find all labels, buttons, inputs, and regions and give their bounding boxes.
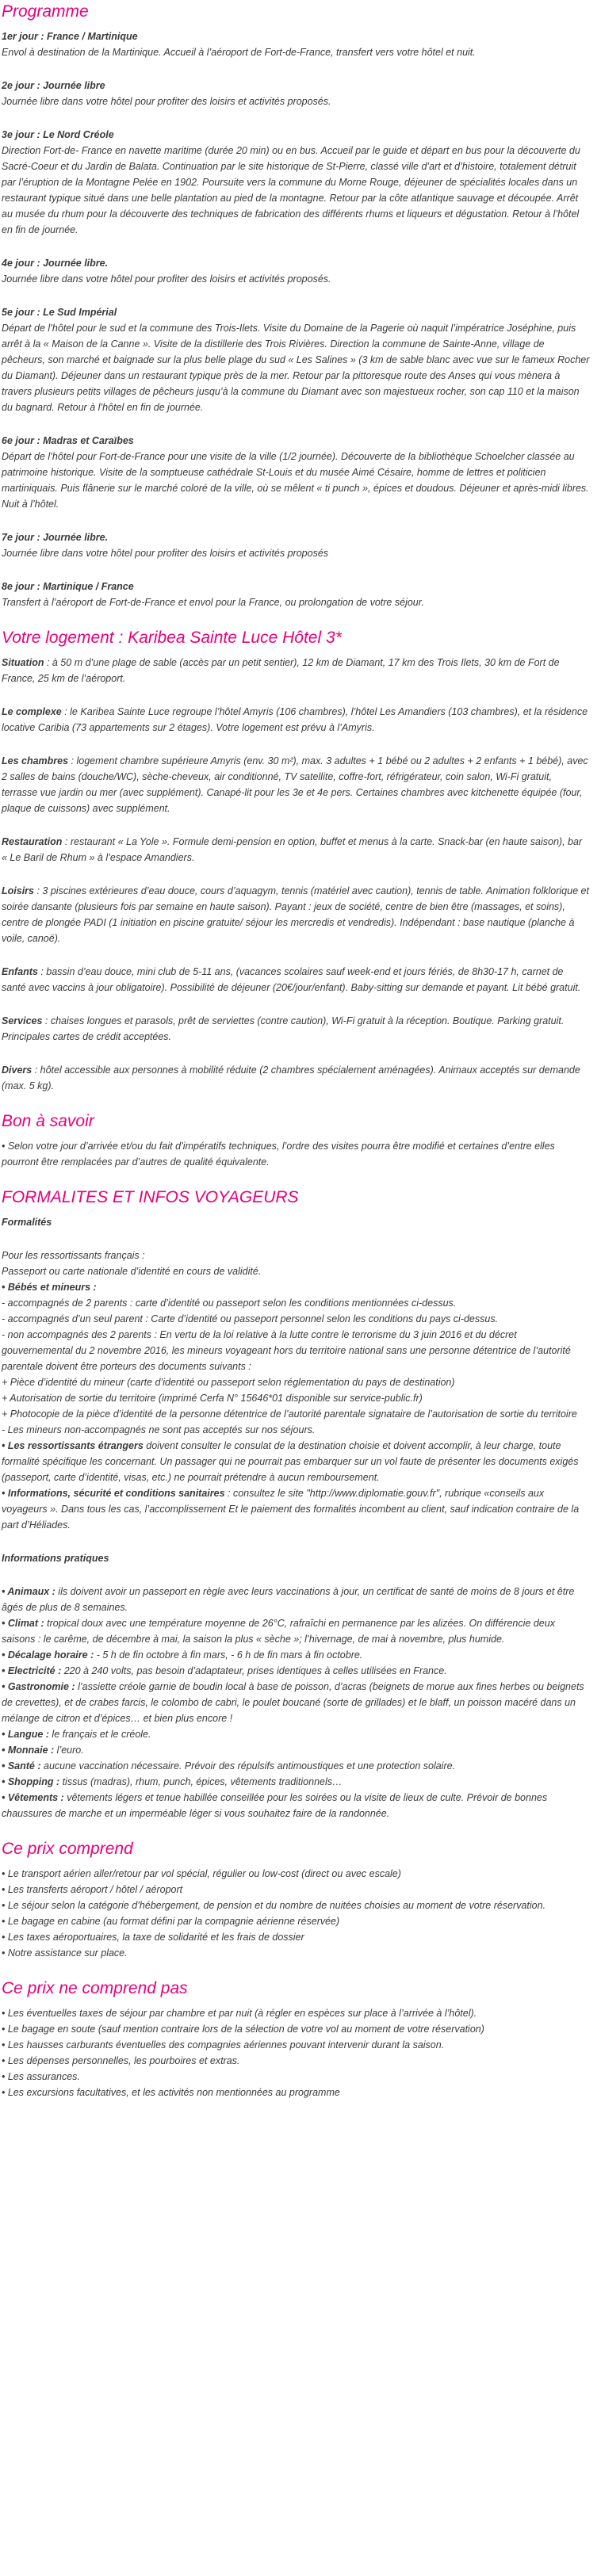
formalites-line-text: + Photocopie de la pièce d’identité de la personne détentrice de l’autorité parentale signataire de l’autorisation de sortie du territoire (2, 1408, 577, 1420)
logement-item-text: : à 50 m d’une plage de sable (accès par un petit sentier), 12 km de Diamant, 17 km des Trois Ilets, 30 km de Fort de France, 25 km de l’aéroport. (2, 657, 560, 684)
logement-item-label: Le complexe (2, 706, 62, 717)
ne-comprend-title: Ce prix ne comprend pas (2, 1979, 188, 1997)
info-line (2, 1774, 590, 1790)
logement-item (2, 1062, 590, 1094)
savoir-text: • Selon votre jour d’arrivée et/ou du fait d’impératifs techniques, l’ordre des visites pourra être modifié et certaines d’entre elles pourront être remplacées par d’autres de qualité équivalente. (2, 1141, 555, 1168)
formalites-line (2, 1311, 590, 1327)
info-line (2, 1615, 590, 1647)
formalites-line-text: - non accompagnés des 2 parents : En vertu de la loi relative à la lutte contre le terrorisme du 3 juin 2016 et du décret gouvernemental du 2 novembre 2016, les mineurs voyageant hors du territoire national sans une personne détentrice de l’autorité parentale doivent être porteurs des documents suivants : (2, 1329, 571, 1372)
infos-pratiques-title: Informations pratiques (2, 1553, 109, 1564)
day-text: Transfert à l’aéroport de Fort-de-France et envol pour la France, ou prolongation de votre séjour. (2, 597, 424, 608)
info-line-label: • Climat : (2, 1618, 44, 1629)
programme-day (2, 127, 590, 238)
ne-comprend-item: • Le bagage en soute (sauf mention contraire lors de la sélection de votre vol au moment de votre réservation) (2, 2024, 484, 2035)
ne-comprend-section (2, 1978, 590, 2100)
formalites-line-text: Passeport ou carte nationale d’identité en cours de validité. (2, 1266, 262, 1277)
logement-item-text: : bassin d’eau douce, mini club de 5-11 ans, (vacances scolaires sauf week-end et jours fériés, de 8h30-17 h, carnet de santé avec vaccins à jour obligatoire). Possibilité de déjeuner (20€/jour/enfant). Baby-sitting sur demande et payant. Lit bébé gratuit. (2, 966, 581, 993)
info-line-label: • Décalage horaire : (2, 1649, 94, 1661)
page (0, 2, 601, 2129)
programme-day (2, 433, 590, 512)
logement-item (2, 964, 590, 996)
formalites-line (2, 1248, 590, 1263)
formalites-line-text: : consultez le site "http://www.diplomatie.gouv.fr", rubrique «conseils aux voyageurs ». Dans tous les cas, l’accomplissement Et le paiement des formalités incombent au client, sauf indication contraire de la part d’Héliades. (2, 1488, 580, 1531)
logement-item (2, 1013, 590, 1045)
formalites-subtitle: Formalités (2, 1217, 52, 1228)
day-text: Direction Fort-de- France en navette maritime (durée 20 min) ou en bus. Accueil par le guide et départ en bus pour la découverte du Sacré-Coeur et du Jardin de Balata. Continuation par le site historique de St-Pierre, classé ville d’art et d’histoire, totalement détruit par l’éruption de la Montagne Pelée en 1902. Poursuite vers la commune du Morne Rouge, déjeuner de spécialités locales dans un restaurant typique situé dans une belle plantation au pied de la montagne. Retour par la côte atlantique sauvage et découpée. Arrêt au musée du rhum pour la découverte des techniques de fabrication des différents rhums et liqueurs et dégustation. Retour à l’hôtel en fin de journée. (2, 145, 580, 235)
logement-item-label: Situation (2, 657, 44, 668)
comprend-list (2, 1866, 590, 1961)
ne-comprend-item: • Les hausses carburants éventuelles des compagnies aériennes pouvant intervenir durant la saison. (2, 2039, 445, 2050)
info-line-label: • Electricité : (2, 1665, 62, 1676)
logement-item (2, 753, 590, 816)
formalites-line-text: Pour les ressortissants français : (2, 1250, 145, 1261)
formalites-line (2, 1438, 590, 1485)
formalites-line (2, 1374, 590, 1390)
day-text: Journée libre dans votre hôtel pour profiter des loisirs et activités proposés. (2, 273, 331, 285)
ne-comprend-item: • Les dépenses personnelles, les pourboires et extras. (2, 2055, 240, 2066)
info-line-label: • Vêtements : (2, 1792, 64, 1803)
formalites-line-text: doivent consulter le consulat de la destination choisie et doivent accomplir, à leur charge, toute formalité spécifique les concernant. Un passager qui ne pourrait pas embarquer sur un vol faute de présenter les documents exigés (passeport, carte d’identité, visas, etc.) ne pourrait prétendre à aucun remboursement. (2, 1440, 579, 1483)
logement-item-label: Restauration (2, 836, 63, 847)
info-line (2, 1647, 590, 1663)
comprend-item: • Les taxes aéroportuaires, la taxe de solidarité et les frais de dossier (2, 1932, 304, 1943)
info-line-text: tropical doux avec une température moyenne de 26°C, rafraîchi en permanence par les alizées. On différencie deux saisons : le carême, de décembre à mai, la saison la plus « sèche »; l’hivernage, de mai à novembre, plus humide. (2, 1618, 555, 1645)
info-line-text: tissus (madras), rhum, punch, épices, vêtements traditionnels… (59, 1776, 343, 1787)
info-line-text: le français et le créole. (48, 1729, 151, 1740)
programme-day (2, 29, 590, 60)
formalites-line (2, 1295, 590, 1311)
programme-days (2, 29, 590, 610)
formalites-line (2, 1422, 590, 1438)
info-line (2, 1679, 590, 1726)
day-text: Envol à destination de la Martinique. Accueil à l’aéroport de Fort-de-France, transfert vers votre hôtel et nuit. (2, 47, 476, 58)
comprend-title: Ce prix comprend (2, 1840, 133, 1858)
formalites-line (2, 1485, 590, 1533)
formalites-line-text: - Les mineurs non-accompagnés ne sont pas acceptés sur nos séjours. (2, 1424, 316, 1435)
comprend-section (2, 1839, 590, 1961)
logement-section (2, 628, 590, 1094)
day-title: 6e jour : Madras et Caraïbes (2, 435, 134, 446)
programme-day (2, 78, 590, 109)
info-line-text: aucune vaccination nécessaire. Prévoir des répulsifs antimoustiques et une protection solaire. (40, 1760, 456, 1771)
formalites-section (2, 1187, 590, 1821)
info-line (2, 1726, 590, 1742)
logement-item (2, 704, 590, 736)
day-title: 1er jour : France / Martinique (2, 31, 138, 42)
formalites-line-text: + Pièce d’identité du mineur (carte d’identité ou passeport selon réglementation du pays de destination) (2, 1377, 455, 1388)
day-text: Journée libre dans votre hôtel pour profiter des loisirs et activités proposés. (2, 96, 331, 107)
formalites-line-text: - accompagnés d’un seul parent : Carte d’identité ou passeport personnel selon les conditions du pays ci-dessus. (2, 1313, 499, 1324)
formalites-line-text: + Autorisation de sortie du territoire (imprimé Cerfa N° 15646*01 disponible sur service-public.fr) (2, 1393, 423, 1404)
day-title: 2e jour : Journée libre (2, 80, 105, 91)
info-line-text: - 5 h de fin octobre à fin mars, - 6 h de fin mars à fin octobre. (94, 1649, 363, 1661)
info-line (2, 1790, 590, 1821)
formalites-line (2, 1406, 590, 1422)
logement-item-label: Services (2, 1015, 43, 1026)
day-title: 3e jour : Le Nord Créole (2, 129, 114, 140)
programme-title: Programme (2, 2, 89, 21)
ne-comprend-item: • Les éventuelles taxes de séjour par chambre et par nuit (à régler en espèces sur place à l’arrivée à l’hôtel). (2, 2008, 477, 2019)
logement-item-text: : restaurant « La Yole ». Formule demi-pension en option, buffet et menus à la carte. Snack-bar (en haute saison), bar « Le Baril de Rhum » à l’espace Amandiers. (2, 836, 583, 863)
logement-title: Votre logement : Karibea Sainte Luce Hôtel 3* (2, 629, 342, 647)
logement-item (2, 834, 590, 866)
logement-items (2, 655, 590, 1094)
savoir-title: Bon à savoir (2, 1112, 94, 1130)
info-line (2, 1742, 590, 1758)
info-line (2, 1663, 590, 1679)
logement-item-label: Divers (2, 1064, 33, 1076)
comprend-item: • Le transport aérien aller/retour par vol spécial, régulier ou low-cost (direct ou avec escale) (2, 1868, 401, 1879)
formalites-line (2, 1327, 590, 1374)
ne-comprend-item: • Les assurances. (2, 2071, 80, 2082)
info-line-text: l’euro. (54, 1745, 84, 1756)
logement-item (2, 883, 590, 946)
ne-comprend-item: • Les excursions facultatives, et les activités non mentionnées au programme (2, 2087, 340, 2098)
info-line-label: • Gastronomie : (2, 1681, 75, 1692)
day-text: Départ de l’hôtel pour le sud et la commune des Trois-Ilets. Visite du Domaine de la Pagerie où naquit l’impératrice Joséphine, puis arrêt à la « Maison de la Canne ». Visite de la distillerie des Trois Rivières. Direction la commune de Sainte-Anne, village de pêcheurs, son marché et baignade sur la plus belle plage du sud « Les Salines » (3 km de sable blanc avec vue sur le fameux Rocher du Diamant). Déjeuner dans un restaurant typique près de la mer. Retour par la pittoresque route des Anses qui vous mènera à travers plusieurs petits villages de pêcheurs jusqu’à la commune du Diamant avec son majestueux rocher, son cap 110 et la maison du bagnard. Retour à l’hôtel en fin de journée. (2, 323, 590, 413)
logement-item-label: Les chambres (2, 755, 69, 766)
info-line-text: l’assiette créole garnie de boudin local à base de poisson, d’acras (beignets de morue aux fines herbes ou beignets de crevettes), et de crabes farcis, le colombo de cabri, le poulet boucané (sorte de grillades) et le blaff, un poisson macéré dans un mélange de citron et d’épices… et bien plus encore ! (2, 1681, 584, 1724)
comprend-item: • Notre assistance sur place. (2, 1947, 128, 1959)
info-line-label: • Animaux : (2, 1586, 56, 1597)
logement-item-text: : chaises longues et parasols, prêt de serviettes (contre caution), Wi-Fi gratuit à la réception. Boutique. Parking gratuit. Principales cartes de crédit acceptées. (2, 1015, 565, 1042)
comprend-item: • Le bagage en cabine (au format défini par la compagnie aérienne réservée) (2, 1916, 340, 1927)
formalites-title: FORMALITES ET INFOS VOYAGEURS (2, 1188, 299, 1206)
formalites-lines (2, 1248, 590, 1533)
logement-item-text: : logement chambre supérieure Amyris (env. 30 m²), max. 3 adultes + 1 bébé ou 2 adultes + 2 enfants + 1 bébé), avec 2 salles de bains (douche/WC), sèche-cheveux, air conditionné, TV satellite, coffre-fort, réfrigérateur, coin salon, Wi-Fi gratuit, terrasse vue jardin ou mer (avec supplément). Canapé-lit pour les 3e et 4e pers. Certaines chambres avec kitchenette équipée (four, plaque de cuissons) avec supplément. (2, 755, 588, 814)
formalites-line (2, 1263, 590, 1279)
comprend-item: • Les transferts aéroport / hôtel / aéroport (2, 1884, 183, 1895)
formalites-line-label: • Bébés et mineurs : (2, 1282, 97, 1293)
day-title: 8e jour : Martinique / France (2, 581, 134, 592)
info-line-label: • Langue : (2, 1729, 49, 1740)
formalites-line (2, 1390, 590, 1406)
info-line-text: ils doivent avoir un passeport en règle avec leurs vaccinations à jour, un certificat de santé de moins de 8 jours et être âgés de plus de 8 semaines. (2, 1586, 575, 1613)
programme-day (2, 579, 590, 610)
logement-item-text: : hôtel accessible aux personnes à mobilité réduite (2 chambres spécialement aménagées). Animaux acceptés sur demande (max. 5 kg). (2, 1064, 580, 1091)
formalites-line-label: • Informations, sécurité et conditions sanitaires (2, 1488, 225, 1499)
programme-day (2, 529, 590, 561)
logement-item-text: : 3 piscines extérieures d’eau douce, cours d’aquagym, tennis (matériel avec caution), tennis de table. Animation folklorique et soirée dansante (plusieurs fois par semaine en haute saison). Payant : jeux de société, centre de bien être (massages, et soins), centre de plongée PADI (1 initiation en piscine gratuite/ séjour les mercredis et vendredis). Indépendant : base nautique (planche à voile, canoë). (2, 885, 589, 944)
formalites-line-label: • Les ressortissants étrangers (2, 1440, 144, 1451)
ne-comprend-list (2, 2005, 590, 2100)
info-line-label: • Monnaie : (2, 1745, 55, 1756)
logement-item-label: Loisirs (2, 885, 34, 896)
comprend-item: • Le séjour selon la catégorie d’hébergement, de pension et du nombre de nuitées choisies au moment de votre réservation. (2, 1900, 546, 1911)
day-text: Départ de l’hôtel pour Fort-de-France pour une visite de la ville (1/2 journée). Découverte de la bibliothèque Schoelcher classée au patrimoine historique. Visite de la somptueuse cathédrale St-Louis et du musée Aimé Césaire, homme de lettres et politicien martiniquais. Puis flânerie sur le marché coloré de la ville, où se mêlent « ti punch », épices et doudous. Déjeuner et après-midi libres. Nuit à l’hôtel. (2, 451, 589, 510)
info-line (2, 1758, 590, 1774)
programme-day (2, 304, 590, 415)
programme-section (2, 2, 590, 610)
infos-pratiques-lines (2, 1584, 590, 1821)
logement-item-text: : le Karibea Sainte Luce regroupe l’hôtel Amyris (106 chambres), l’hôtel Les Amandiers (103 chambres), et la résidence locative Caribia (73 appartements sur 2 étages). Votre logement est prévu à l’Amyris. (2, 706, 588, 733)
info-line-text: vêtements légers et tenue habillée conseillée pour les soirées ou la visite de lieux de culte. Prévoir de bonnes chaussures de marche et un imperméable léger si vous souhaitez faire de la randonnée. (2, 1792, 548, 1819)
logement-item-label: Enfants (2, 966, 38, 977)
info-line-text: 220 à 240 volts, pas besoin d’adaptateur, prises identiques à celles utilisées en France. (61, 1665, 447, 1676)
programme-day (2, 255, 590, 287)
day-text: Journée libre dans votre hôtel pour profiter des loisirs et activités proposés (2, 548, 329, 559)
savoir-section (2, 1111, 590, 1170)
day-title: 4e jour : Journée libre. (2, 258, 109, 269)
formalites-line (2, 1279, 590, 1295)
info-line-label: • Shopping : (2, 1776, 60, 1787)
info-line (2, 1584, 590, 1615)
logement-item (2, 655, 590, 686)
info-line-label: • Santé : (2, 1760, 41, 1771)
day-title: 5e jour : Le Sud Impérial (2, 307, 117, 318)
day-title: 7e jour : Journée libre. (2, 532, 109, 543)
formalites-line-text: - accompagnés de 2 parents : carte d’identité ou passeport selon les conditions mentionnées ci-dessus. (2, 1298, 457, 1309)
